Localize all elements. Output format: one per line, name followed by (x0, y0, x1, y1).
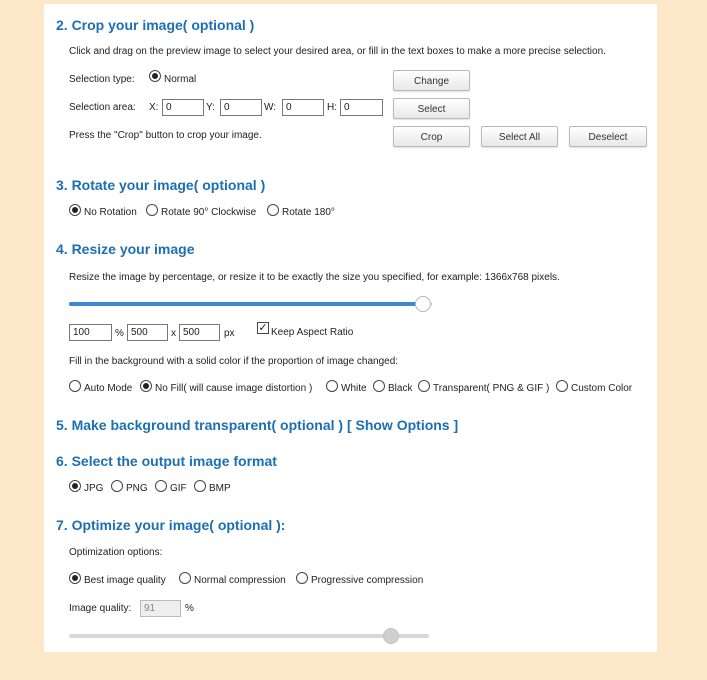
transparent-heading-text: 5. Make background transparent( optional ) (56, 417, 344, 433)
resize-instruction: Resize the image by percentage, or resize it to be exactly the size you specified, for example: 1366x768 pixels. (69, 272, 560, 283)
h-label: H: (327, 102, 337, 113)
height-input[interactable]: 500 (179, 324, 220, 341)
fill-instruction: Fill in the background with a solid color if the proportion of image changed: (69, 356, 399, 367)
fill-custom-color-label: Custom Color (571, 383, 633, 394)
crop-button[interactable]: Crop (393, 126, 470, 147)
transparent-section-heading (56, 417, 458, 433)
best-quality-label: Best image quality (84, 575, 166, 586)
y-input[interactable]: 0 (220, 99, 262, 116)
deselect-button[interactable]: Deselect (569, 126, 647, 147)
fill-custom-color-radio[interactable] (556, 380, 568, 392)
image-quality-slider-thumb[interactable] (383, 628, 399, 644)
selection-type-value: Normal (164, 74, 197, 85)
format-jpg-label: JPG (84, 483, 104, 494)
fill-white-label: White (341, 383, 367, 394)
resize-slider-thumb[interactable] (415, 296, 431, 312)
press-crop-text: Press the "Crop" button to crop your image. (69, 130, 262, 141)
format-bmp-radio[interactable] (194, 480, 206, 492)
rotate-section-heading: 3. Rotate your image( optional ) (56, 177, 266, 193)
format-gif-radio[interactable] (155, 480, 167, 492)
times-sign: x (171, 328, 176, 339)
fill-black-radio[interactable] (373, 380, 385, 392)
rotate-90-radio[interactable] (146, 204, 158, 216)
format-png-radio[interactable] (111, 480, 123, 492)
fill-black-label: Black (388, 383, 413, 394)
format-jpg-radio[interactable] (69, 480, 81, 492)
x-input[interactable]: 0 (162, 99, 204, 116)
selection-type-normal-radio[interactable] (149, 70, 161, 82)
image-quality-slider-track (69, 634, 429, 638)
fill-none-label: No Fill( will cause image distortion ) (155, 383, 313, 394)
selection-type-label: Selection type: (69, 74, 135, 85)
fill-auto-label: Auto Mode (84, 383, 133, 394)
fill-auto-radio[interactable] (69, 380, 81, 392)
fill-white-radio[interactable] (326, 380, 338, 392)
progressive-compression-label: Progressive compression (311, 575, 424, 586)
change-button[interactable]: Change (393, 70, 470, 91)
optimize-section-heading: 7. Optimize your image( optional ): (56, 517, 286, 533)
selection-area-label: Selection area: (69, 102, 136, 113)
rotate-90-label: Rotate 90° Clockwise (161, 207, 257, 218)
optimization-options-label: Optimization options: (69, 547, 163, 558)
px-unit: px (224, 328, 235, 339)
image-quality-unit: % (185, 603, 194, 614)
image-editor-panel (44, 4, 657, 652)
crop-instruction: Click and drag on the preview image to select your desired area, or fill in the text boxes to make a more precise selection. (69, 46, 606, 57)
normal-compression-label: Normal compression (194, 575, 286, 586)
select-button[interactable]: Select (393, 98, 470, 119)
rotate-180-radio[interactable] (267, 204, 279, 216)
x-label: X: (149, 102, 159, 113)
image-quality-label: Image quality: (69, 603, 132, 614)
image-quality-input[interactable]: 91 (140, 600, 181, 617)
fill-transparent-radio[interactable] (418, 380, 430, 392)
fill-none-radio[interactable] (140, 380, 152, 392)
select-all-button[interactable]: Select All (481, 126, 558, 147)
resize-section-heading: 4. Resize your image (56, 241, 195, 257)
best-quality-radio[interactable] (69, 572, 81, 584)
format-png-label: PNG (126, 483, 148, 494)
resize-slider-fill (69, 302, 424, 306)
y-label: Y: (206, 102, 215, 113)
progressive-compression-radio[interactable] (296, 572, 308, 584)
no-rotation-radio[interactable] (69, 204, 81, 216)
show-options-link[interactable]: [ Show Options ] (346, 417, 459, 433)
crop-section-heading: 2. Crop your image( optional ) (56, 17, 255, 33)
format-gif-label: GIF (170, 483, 187, 494)
format-section-heading: 6. Select the output image format (56, 453, 277, 469)
rotate-180-label: Rotate 180° (282, 207, 335, 218)
fill-transparent-label: Transparent( PNG & GIF ) (433, 383, 550, 394)
percent-input[interactable]: 100 (69, 324, 112, 341)
h-input[interactable]: 0 (340, 99, 383, 116)
no-rotation-label: No Rotation (84, 207, 137, 218)
keep-aspect-checkbox[interactable]: ✓ (258, 322, 268, 334)
w-input[interactable]: 0 (282, 99, 324, 116)
format-bmp-label: BMP (209, 483, 231, 494)
width-input[interactable]: 500 (127, 324, 168, 341)
keep-aspect-label: Keep Aspect Ratio (271, 327, 354, 338)
percent-unit: % (115, 328, 124, 339)
w-label: W: (264, 102, 277, 113)
normal-compression-radio[interactable] (179, 572, 191, 584)
